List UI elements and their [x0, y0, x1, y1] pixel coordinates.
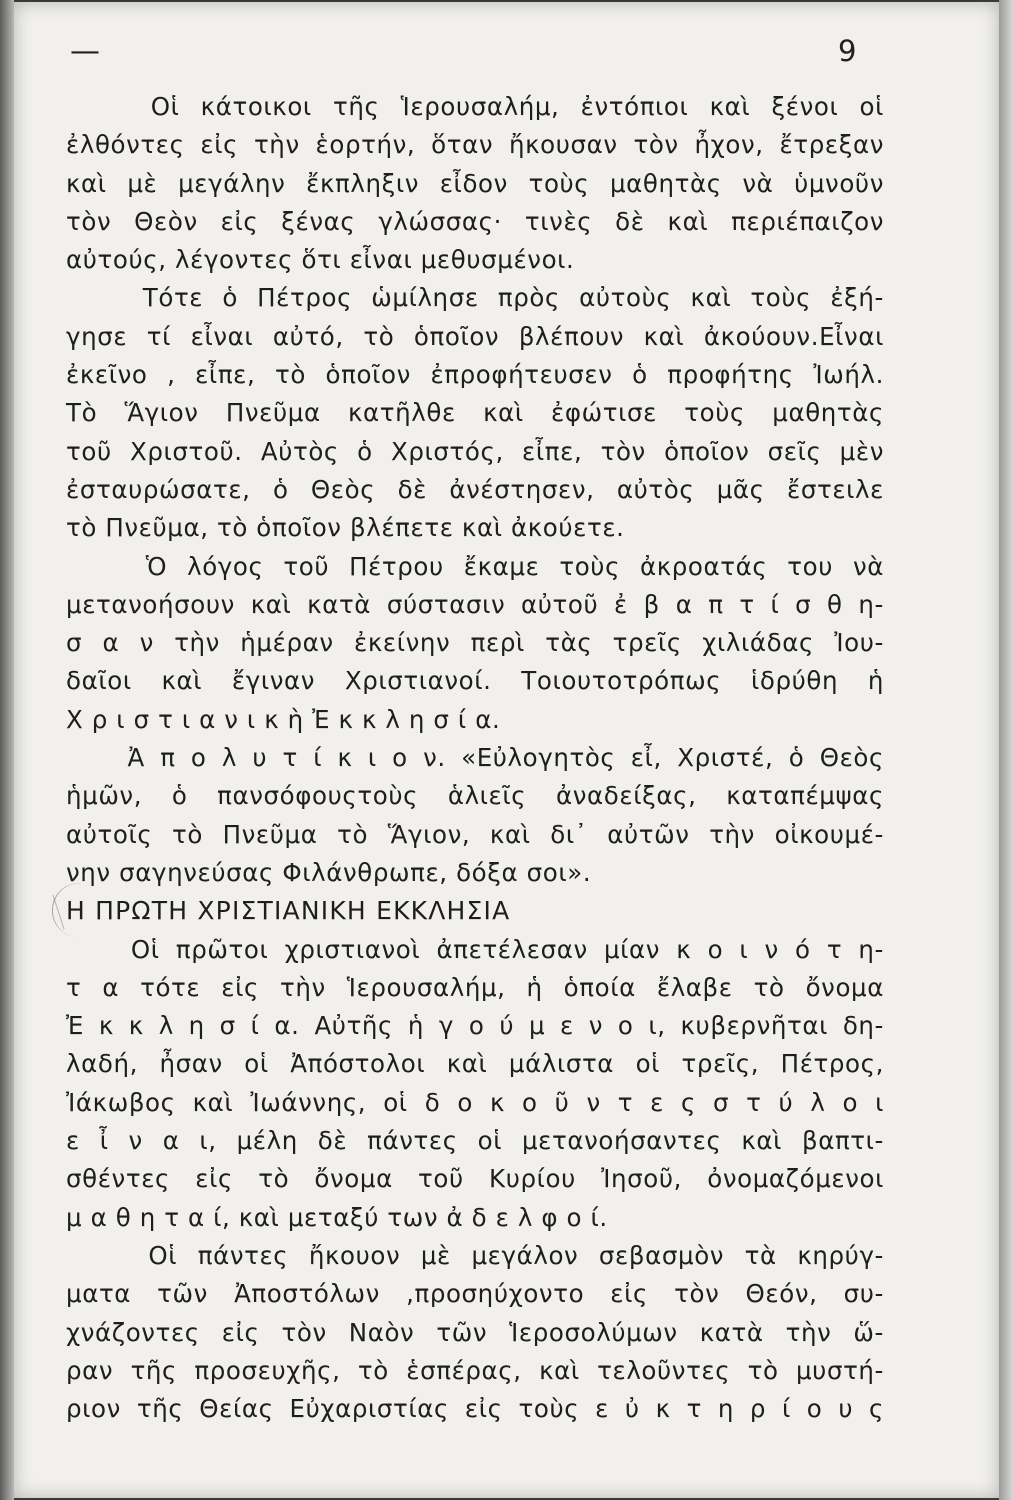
- text-line: τὸ Πνεῦμα, τὸ ὁποῖον βλέπετε καὶ ἀκούετε.: [66, 513, 625, 543]
- page-edge-right: [999, 0, 1013, 1500]
- text-line: ραν τῆς προσευχῆς, τὸ ἑσπέρας, καὶ τελοῦντες τὸ μυστή-: [66, 1355, 884, 1385]
- text-line: αὐτοῖς τὸ Πνεῦμα τὸ Ἅγιον, καὶ δι᾽ αὐτῶν τὴν οἰκουμέ-: [66, 819, 884, 849]
- text-line: σθέντες εἰς τὸ ὄνομα τοῦ Κυρίου Ἰησοῦ, ὀνομαζόμενοι: [66, 1164, 884, 1194]
- text-line: Οἱ πρῶτοι χριστιανοὶ ἀπετέλεσαν μίαν κ ο ι ν ό τ η-: [66, 934, 884, 964]
- text-line: Οἱ κάτοικοι τῆς Ἱερουσαλήμ, ἐντόπιοι καὶ ξένοι οἱ: [66, 92, 884, 121]
- text-line: ματα τῶν Ἀποστόλων ,προσηύχοντο εἰς τὸν Θεόν, συ-: [66, 1279, 884, 1309]
- text-line: Οἱ πάντες ἤκουον μὲ μεγάλον σεβασμὸν τὰ κηρύγ-: [66, 1240, 884, 1270]
- text-line: τοῦ Χριστοῦ. Αὐτὸς ὁ Χριστός, εἶπε, τὸν ὁποῖον σεῖς μὲν: [66, 436, 884, 466]
- text-line: Χ ρ ι σ τ ι α ν ι κ ὴ Ἐ κ κ λ η σ ί α.: [66, 704, 501, 734]
- text-line: τὸν Θεὸν εἰς ξένας γλώσσας· τινὲς δὲ καὶ περιέπαιζον: [66, 206, 884, 236]
- text-line: ἐσταυρώσατε, ὁ Θεὸς δὲ ἀνέστησεν, αὐτὸς μᾶς ἔστειλε: [66, 474, 884, 504]
- text-line: τ α τότε εἰς τὴν Ἱερουσαλήμ, ἡ ὁποία ἔλαβε τὸ ὄνομα: [66, 972, 884, 1002]
- text-line: Ἰάκωβος καὶ Ἰωάννης, οἱ δ ο κ ο ῦ ν τ ε ς σ τ ύ λ ο ι: [66, 1087, 884, 1117]
- text-line: Τὸ Ἅγιον Πνεῦμα κατῆλθε καὶ ἐφώτισε τοὺς μαθητὰς: [66, 398, 884, 428]
- header-dash: —: [70, 34, 100, 69]
- text-line: χνάζοντες εἰς τὸν Ναὸν τῶν Ἱεροσολύμων κατὰ τὴν ὥ-: [66, 1317, 884, 1347]
- text-line: μετανοήσουν καὶ κατὰ σύστασιν αὐτοῦ ἐ β α π τ ί σ θ η-: [66, 589, 884, 619]
- text-line: Ἐ κ κ λ η σ ί α. Αὐτῆς ἡ γ ο ύ μ ε ν ο ι, κυβερνῆται δη-: [66, 1011, 884, 1041]
- text-line: Τότε ὁ Πέτρος ὡμίλησε πρὸς αὐτοὺς καὶ τοὺς ἐξή-: [66, 283, 884, 313]
- text-line: αὐτούς, λέγοντες ὅτι εἶναι μεθυσμένοι.: [66, 245, 575, 275]
- text-line: Ὁ λόγος τοῦ Πέτρου ἔκαμε τοὺς ἀκροατάς του νὰ: [66, 551, 884, 581]
- page-edge-left: [0, 0, 14, 1500]
- text-line: ἐκεῖνο , εἶπε, τὸ ὁποῖον ἐπροφήτευσεν ὁ προφήτης Ἰωήλ.: [66, 360, 884, 390]
- text-line: ἡμῶν, ὁ πανσόφουςτοὺς ἁλιεῖς ἀναδείξας, καταπέμψας: [66, 781, 884, 811]
- text-line: λαδή, ἦσαν οἱ Ἀπόστολοι καὶ μάλιστα οἱ τρεῖς, Πέτρος,: [66, 1049, 884, 1079]
- text-line: νην σαγηνεύσας Φιλάνθρωπε, δόξα σοι».: [66, 857, 592, 887]
- page-number: 9: [838, 34, 857, 68]
- text-line: δαῖοι καὶ ἔγιναν Χριστιανοί. Τοιουτοτρόπως ἱδρύθη ἡ: [66, 666, 884, 696]
- text-line: ριον τῆς Θείας Εὐχαριστίας εἰς τοὺς ε ὐ κ τ η ρ ί ο υ ς: [66, 1394, 884, 1424]
- text-line: μ α θ η τ α ί, καὶ μεταξύ των ἀ δ ε λ φ ο ί.: [66, 1202, 608, 1232]
- body-text: [66, 88, 884, 1428]
- section-heading: Η ΠΡΩΤΗ ΧΡΙΣΤΙΑΝΙΚΗ ΕΚΚΛΗΣΙΑ: [66, 896, 511, 926]
- text-line: καὶ μὲ μεγάλην ἔκπληξιν εἶδον τοὺς μαθητὰς νὰ ὑμνοῦν: [66, 168, 884, 198]
- text-line: γησε τί εἶναι αὐτό, τὸ ὁποῖον βλέπουν καὶ ἀκούουν.Εἶναι: [66, 321, 884, 351]
- text-line: ἐλθόντες εἰς τὴν ἑορτήν, ὅταν ἤκουσαν τὸν ἦχον, ἔτρεξαν: [66, 130, 884, 160]
- text-line: σ α ν τὴν ἡμέραν ἐκείνην περὶ τὰς τρεῖς χιλιάδας Ἰου-: [66, 628, 884, 658]
- text-line: ε ἶ ν α ι, μέλη δὲ πάντες οἱ μετανοήσαντες καὶ βαπτι-: [66, 1126, 884, 1156]
- text-line: Ἀ π ο λ υ τ ί κ ι ο ν. «Εὐλογητὸς εἶ, Χριστέ, ὁ Θεὸς: [66, 743, 884, 773]
